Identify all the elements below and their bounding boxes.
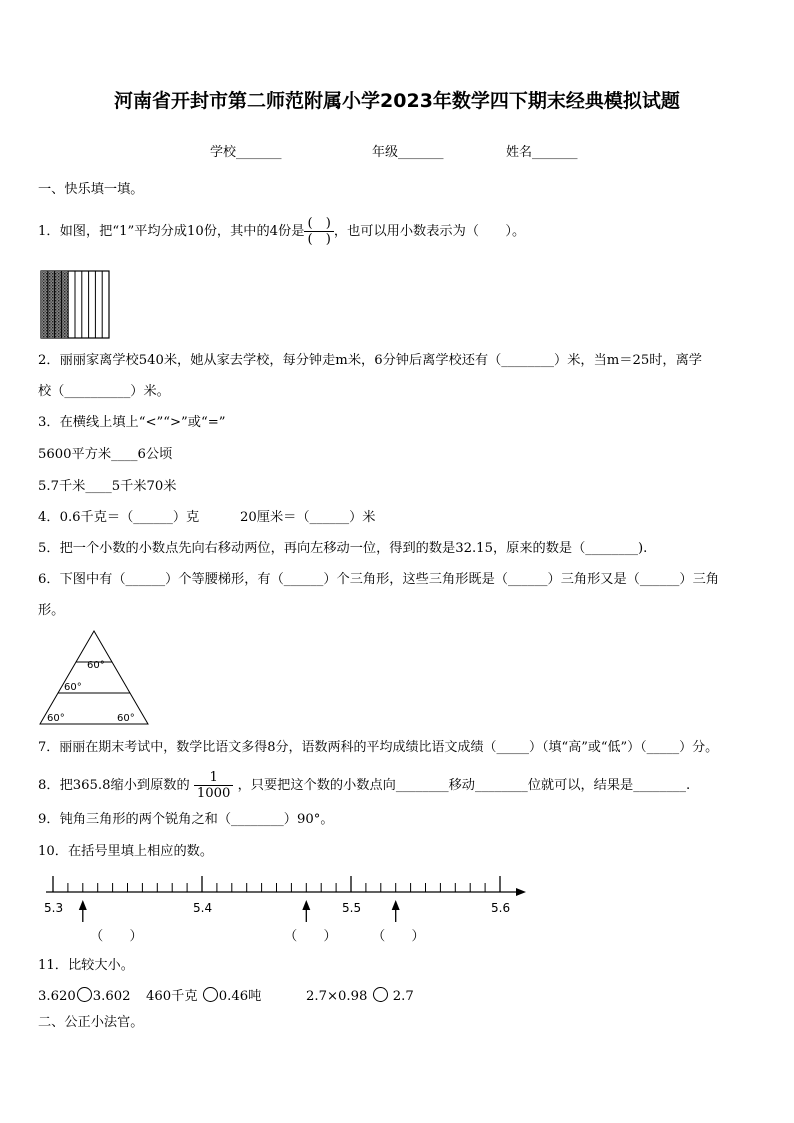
q1-fraction-numerator[interactable]: ( ) [304, 216, 333, 232]
section1-heading: 一、快乐填一填。 [38, 182, 144, 197]
q11-compare-3 [306, 987, 414, 1006]
q1-fraction [304, 216, 333, 247]
tick-label: 5.6 [491, 901, 511, 915]
question-8 [38, 770, 690, 801]
q1-text-before: 1．如图，把“1”平均分成10份，其中的4份是 [38, 224, 305, 239]
number-line-arrowhead [516, 888, 526, 896]
q1-fraction-denominator[interactable]: ( ) [307, 232, 331, 247]
q3-item-1[interactable]: 5600平方米____6公顷 [38, 447, 173, 462]
q8-text-before: 8．把365.8缩小到原数的 [38, 778, 190, 793]
q10-blank-2[interactable]: （ ） [284, 929, 337, 944]
compare-circle-2[interactable] [203, 987, 218, 1002]
q6-triangle-figure [36, 628, 152, 726]
angle-label-4: 60° [117, 713, 135, 724]
q8-fraction-denominator: 1000 [196, 786, 231, 801]
q1-text-after: ，也可以用小数表示为（ ）。 [333, 224, 526, 239]
q4-part-2[interactable]: 20厘米＝（______）米 [240, 510, 376, 525]
q11-3-right: 2.7 [392, 989, 414, 1004]
q11-compare-2 [146, 987, 261, 1006]
q8-text-after: ，只要把这个数的小数点向________移动________位就可以，结果是________. [237, 778, 691, 793]
page-title: 河南省开封市第二师范附属小学2023年数学四下期末经典模拟试题 [114, 90, 680, 112]
q10-number-line [40, 866, 540, 926]
q11-prompt: 11．比较大小。 [38, 958, 134, 973]
angle-label-2: 60° [64, 682, 82, 693]
q2-line1: 2．丽丽家离学校540米，她从家去学校，每分钟走m米，6分钟后离学校还有（________）米，当m＝25时，离学 [38, 353, 702, 368]
question-7: 7．丽丽在期末考试中，数学比语文多得8分，语数两科的平均成绩比语文成绩（_____）（填“高”或“低”）（_____）分。 [38, 740, 719, 755]
name-field[interactable]: 姓名_______ [506, 145, 578, 160]
q6-line1: 6．下图中有（______）个等腰梯形，有（______）个三角形，这些三角形既是（______）三角形又是（______）三角 [38, 572, 719, 587]
angle-label-3: 60° [47, 713, 65, 724]
q11-1-right: 3.602 [92, 989, 131, 1004]
q3-prompt: 3．在横线上填上“<”“>”或“=” [38, 415, 226, 430]
q4-part-1[interactable]: 4．0.6千克＝（______）克 [38, 510, 200, 525]
angle-label-1: 60° [87, 660, 105, 671]
question-9: 9．钝角三角形的两个锐角之和（________）90°。 [38, 812, 334, 827]
q1-strip-figure [40, 270, 112, 340]
tick-label: 5.4 [193, 901, 213, 915]
q11-3-left: 2.7×0.98 [306, 989, 368, 1004]
q11-compare-1 [38, 987, 131, 1006]
school-field[interactable]: 学校_______ [210, 145, 282, 160]
tick-label: 5.5 [342, 901, 362, 915]
q10-prompt: 10．在括号里填上相应的数。 [38, 844, 214, 859]
q6-line2: 形。 [38, 603, 65, 618]
grade-field[interactable]: 年级_______ [372, 145, 444, 160]
compare-circle-1[interactable] [77, 987, 92, 1002]
up-arrow-icon [79, 900, 87, 922]
up-arrow-icon [302, 900, 310, 922]
question-5: 5．把一个小数的小数点先向右移动两位，再向左移动一位，得到的数是32.15，原来的数是（________). [38, 541, 648, 556]
q11-1-left: 3.620 [38, 989, 76, 1004]
section2-heading: 二、公正小法官。 [38, 1015, 144, 1030]
compare-circle-3[interactable] [373, 987, 388, 1002]
q10-blank-3[interactable]: （ ） [372, 929, 425, 944]
q2-line2: 校（__________）米。 [38, 384, 170, 399]
up-arrow-icon [392, 900, 400, 922]
q11-2-left: 460千克 [146, 989, 198, 1004]
q8-fraction [194, 770, 234, 801]
q3-item-2[interactable]: 5.7千米____5千米70米 [38, 479, 177, 494]
q10-blank-1[interactable]: （ ） [90, 929, 143, 944]
q11-2-right: 0.46吨 [218, 989, 262, 1004]
q8-fraction-numerator: 1 [194, 770, 234, 786]
tick-label: 5.3 [44, 901, 64, 915]
outer-triangle [40, 631, 148, 724]
question-1 [38, 216, 525, 247]
